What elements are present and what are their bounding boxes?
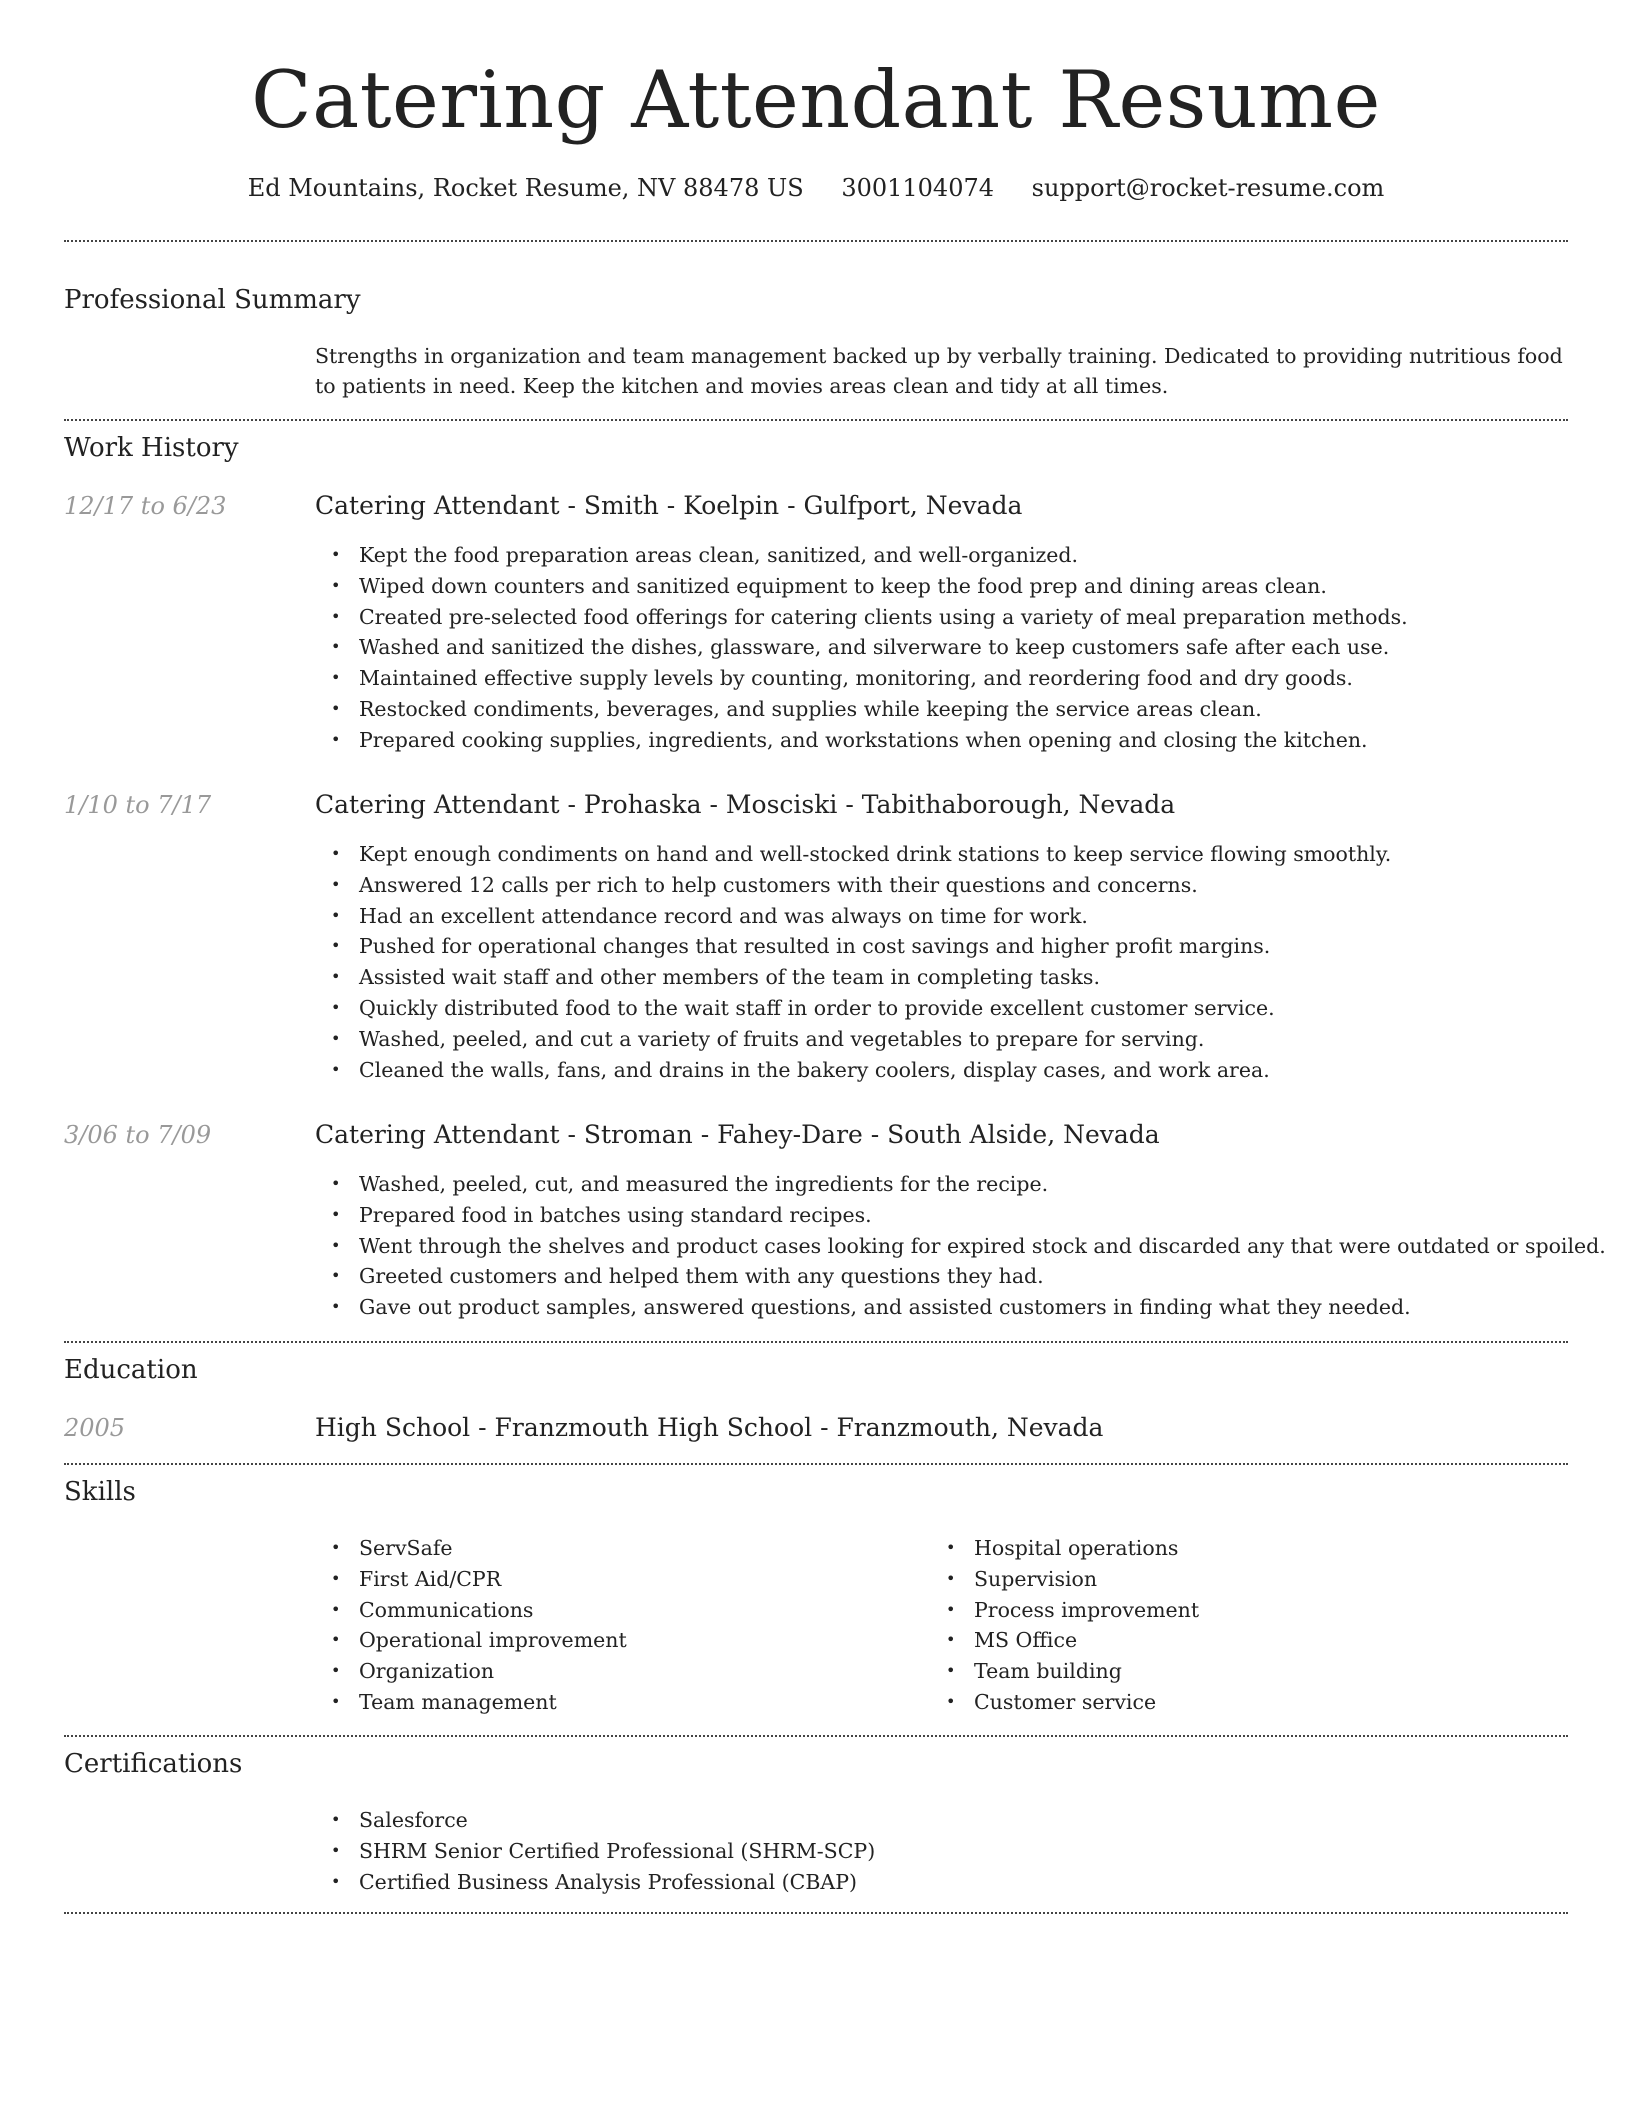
resume-title: Catering Attendant Resume	[251, 54, 1381, 146]
list-item: • Created pre-selected food offerings for catering clients using a variety of meal preparation methods.	[315, 602, 1408, 633]
list-item: • Pushed for operational changes that resulted in cost savings and higher profit margins.	[315, 931, 1391, 962]
certifications-list	[315, 1805, 875, 1897]
skills-list-right	[930, 1533, 1199, 1718]
list-item: • Cleaned the walls, fans, and drains in the bakery coolers, display cases, and work area.	[315, 1055, 1391, 1086]
job-duties-list	[315, 839, 1391, 1085]
list-item: • Went through the shelves and product cases looking for expired stock and discarded any that were outdated or spoiled.	[315, 1231, 1606, 1262]
list-item: • Salesforce	[315, 1805, 875, 1836]
work-history-heading: Work History	[64, 433, 239, 463]
education-heading: Education	[64, 1355, 198, 1385]
list-item: • Prepared food in batches using standard recipes.	[315, 1200, 1606, 1231]
section-divider	[64, 419, 1568, 421]
list-item: • Hospital operations	[930, 1533, 1199, 1564]
list-item: • SHRM Senior Certified Professional (SHRM-SCP)	[315, 1836, 875, 1867]
summary-heading: Professional Summary	[64, 285, 361, 315]
skills-list-left	[315, 1533, 627, 1718]
job-duties-list	[315, 1169, 1606, 1323]
section-divider	[64, 1735, 1568, 1737]
section-divider	[64, 1463, 1568, 1465]
list-item: • Organization	[315, 1656, 627, 1687]
list-item: • MS Office	[930, 1625, 1199, 1656]
contact-email[interactable]: support@rocket-resume.com	[1031, 174, 1385, 202]
list-item: • Communications	[315, 1595, 627, 1626]
contact-phone: 3001104074	[841, 174, 995, 202]
list-item: • Had an excellent attendance record and was always on time for work.	[315, 901, 1391, 932]
list-item: • Maintained effective supply levels by counting, monitoring, and reordering food and dry goods.	[315, 663, 1408, 694]
list-item: • Answered 12 calls per rich to help customers with their questions and concerns.	[315, 870, 1391, 901]
list-item: • Prepared cooking supplies, ingredients, and workstations when opening and closing the kitchen.	[315, 725, 1408, 756]
job-title: Catering Attendant - Stroman - Fahey-Dare - South Alside, Nevada	[315, 1120, 1160, 1149]
list-item: • Supervision	[930, 1564, 1199, 1595]
list-item: • Washed, peeled, cut, and measured the ingredients for the recipe.	[315, 1169, 1606, 1200]
list-item: • Gave out product samples, answered questions, and assisted customers in finding what they needed.	[315, 1292, 1606, 1323]
list-item: • Wiped down counters and sanitized equipment to keep the food prep and dining areas clean.	[315, 571, 1408, 602]
job-title: Catering Attendant - Smith - Koelpin - Gulfport, Nevada	[315, 491, 1023, 520]
list-item: • Kept enough condiments on hand and well-stocked drink stations to keep service flowing smoothly.	[315, 839, 1391, 870]
list-item: • Certified Business Analysis Professional (CBAP)	[315, 1867, 875, 1898]
resume-page	[64, 0, 1606, 2112]
list-item: • Team building	[930, 1656, 1199, 1687]
education-year: 2005	[64, 1414, 126, 1442]
section-divider	[64, 1341, 1568, 1343]
job-dates: 12/17 to 6/23	[64, 492, 227, 520]
summary-text: Strengths in organization and team management backed up by verbally training. Dedicated to providing nutritious food to patients in need. Keep the kitchen and movies areas clean and tidy at all times.	[315, 344, 1563, 398]
job-title: Catering Attendant - Prohaska - Mosciski - Tabithaborough, Nevada	[315, 790, 1176, 819]
list-item: • First Aid/CPR	[315, 1564, 627, 1595]
list-item: • Quickly distributed food to the wait staff in order to provide excellent customer service.	[315, 993, 1391, 1024]
education-entry: High School - Franzmouth High School - Franzmouth, Nevada	[315, 1413, 1104, 1442]
contact-address: Ed Mountains, Rocket Resume, NV 88478 US	[247, 174, 804, 202]
list-item: • ServSafe	[315, 1533, 627, 1564]
list-item: • Team management	[315, 1687, 627, 1718]
certifications-heading: Certifications	[64, 1749, 243, 1779]
list-item: • Process improvement	[930, 1595, 1199, 1626]
list-item: • Greeted customers and helped them with any questions they had.	[315, 1261, 1606, 1292]
skills-heading: Skills	[64, 1477, 136, 1507]
job-dates: 1/10 to 7/17	[64, 791, 212, 819]
list-item: • Customer service	[930, 1687, 1199, 1718]
list-item: • Operational improvement	[315, 1625, 627, 1656]
list-item: • Restocked condiments, beverages, and supplies while keeping the service areas clean.	[315, 694, 1408, 725]
list-item: • Assisted wait staff and other members of the team in completing tasks.	[315, 962, 1391, 993]
section-divider	[64, 240, 1568, 242]
list-item: • Kept the food preparation areas clean, sanitized, and well-organized.	[315, 540, 1408, 571]
job-duties-list	[315, 540, 1408, 756]
section-divider	[64, 1912, 1568, 1914]
list-item: • Washed, peeled, and cut a variety of fruits and vegetables to prepare for serving.	[315, 1024, 1391, 1055]
contact-line	[64, 172, 1568, 204]
job-dates: 3/06 to 7/09	[64, 1121, 212, 1149]
list-item: • Washed and sanitized the dishes, glassware, and silverware to keep customers safe after each use.	[315, 632, 1408, 663]
